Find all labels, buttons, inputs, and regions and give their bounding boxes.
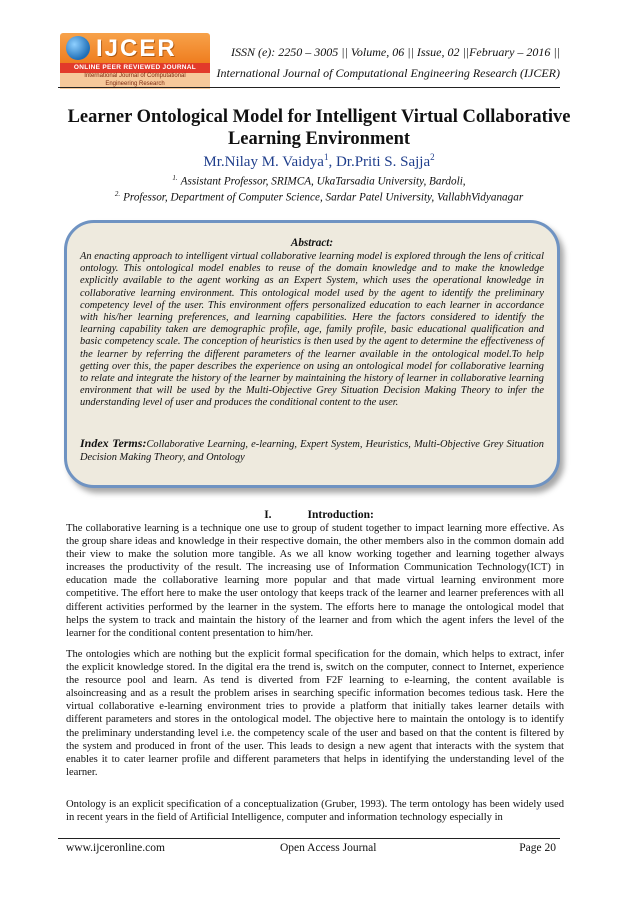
index-terms-text: Collaborative Learning, e-learning, Expert System, Heuristics, Multi-Objective Grey Situation Decision Making Theory, and Ontology xyxy=(80,439,544,463)
affiliation-1 xyxy=(60,174,578,188)
header-rule xyxy=(58,87,560,88)
section-heading xyxy=(0,509,638,521)
paper-title-line1: Learner Ontological Model for Intelligent Virtual Collaborative xyxy=(67,107,571,127)
globe-icon xyxy=(66,36,90,60)
index-terms xyxy=(80,437,544,464)
abstract-heading: Abstract: xyxy=(290,237,334,249)
affiliation-marker: 2. xyxy=(114,190,121,198)
footer-rule xyxy=(58,838,560,839)
affiliation-text: Professor, Department of Computer Science, Sardar Patel University, VallabhVidyanagar xyxy=(123,191,524,204)
paper-title-line2: Learning Environment xyxy=(227,129,411,149)
body-paragraph: The ontologies which are nothing but the explicit formal specification for the domain, which helps to extract, infer the explicit knowledge stored. In the digital era the trend is, switch on the computer, connect to Internet, experience the resource pool and learn. As tend is diverted from F2F learning to e-learning, the content available is alsoincreasing and as a result the problem arises in searching specific information becomes tedious task. Here the virtual collaborative e-learning environment tries to provide a platform that initially takes learner details with different parameters and stores in the ontological model. The objective here to maintain the ontology is to identify the preliminary understanding level i.e. the competency scale of the user and based on that the content is filtered by the system and produced in front of the user. This leads to design a new agent that interacts with the system that enables it to cater learner profile and different parameters that helps in identifying the understanding level of the learner. xyxy=(66,649,564,778)
section-title: Introduction: xyxy=(307,509,374,521)
author-sup: 1 xyxy=(323,152,329,162)
index-terms-label: Index Terms: xyxy=(80,436,147,450)
logo-band: ONLINE PEER REVIEWED JOURNAL xyxy=(60,63,210,73)
abstract-box xyxy=(64,220,560,488)
affiliation-2 xyxy=(60,190,578,204)
body-paragraph: The collaborative learning is a technique one use to group of student together to impact learning more effective. As the group share ideas and knowledge in their respective domain, the other members also in the common domain add their view to make the solution more tangible. As we all know working together and learning together always increases the productivity of the result. The increasing use of Information Communication Technology(ICT) in education made the collaborative learning more popular and that made virtual learning environment more competitive. The effort here to make the user ontology that keeps track of the learner and learner preferences with all different activities performed by the learner in the system. The efforts here to manage the ontological model that helps the system to track and maintain the history of the learner and from which the agent infers the level of the learner for the conditional content presentation to him/her. xyxy=(66,523,564,639)
affiliation-text: Assistant Professor, SRIMCA, UkaTarsadia University, Bardoli, xyxy=(180,175,466,188)
logo-subtitle-line2: Engineering Research xyxy=(105,80,165,87)
issn-line: ISSN (e): 2250 – 3005 || Volume, 06 || Issue, 02 ||February – 2016 || xyxy=(230,45,560,59)
body-paragraph: Ontology is an explicit specification of a conceptualization (Gruber, 1993). The term ontology has been widely used in recent years in the field of Artificial Intelligence, computer and information technology especially in xyxy=(66,799,564,824)
footer-website-link[interactable]: www.ijceronline.com xyxy=(66,842,165,854)
journal-logo xyxy=(60,33,210,89)
section-number: I. xyxy=(264,509,272,521)
author-sup: 2 xyxy=(430,152,435,162)
journal-name-line: International Journal of Computational Engineering Research (IJCER) xyxy=(216,66,560,80)
logo-banner xyxy=(60,33,210,63)
paper-title xyxy=(60,106,578,150)
author-separator: , xyxy=(328,154,336,170)
abstract-text: An enacting approach to intelligent virtual collaborative learning model is explored through the lens of critical ontology. This ontological model enables to reuse of the domain knowledge and to make the knowledge explicitly available to the agent working as an Expert System, which uses the operational knowledge in collaborative learning environment. This ontological model used by the agent to identify the preliminary competency level of the user. This environment offers personalized education to each learner in accordance with his/her learning preferences, and learning capabilities. Here the factors considered to identify the learning capability taken are demographic profile, age, family profile, basic educational qualification and basic competency scale. The conception of heuristics is then used by the agent to determine the effectiveness of the learner by referring the different parameters of the learner available in the ontological model.To help getting over this, the paper describes the experience on using an ontological model for collaborative learning to relate and integrate the history of the learner by maintaining the history of learner in collaborative learning environment that will be used by the Multi-Objective Grey Situation Decision Making Theory to infer the understanding level of user and produces the conditional content to the user. xyxy=(80,251,544,409)
footer-page-number: Page 20 xyxy=(519,842,556,854)
logo-name: IJCER xyxy=(96,35,177,62)
author-name: Dr.Priti S. Sajja xyxy=(335,154,431,170)
author-name: Mr.Nilay M. Vaidya xyxy=(203,154,324,170)
affiliation-marker: 1. xyxy=(172,174,178,182)
author-list xyxy=(60,152,578,171)
logo-subtitle-line1: International Journal of Computational xyxy=(84,73,186,79)
footer-center-text: Open Access Journal xyxy=(280,842,377,854)
